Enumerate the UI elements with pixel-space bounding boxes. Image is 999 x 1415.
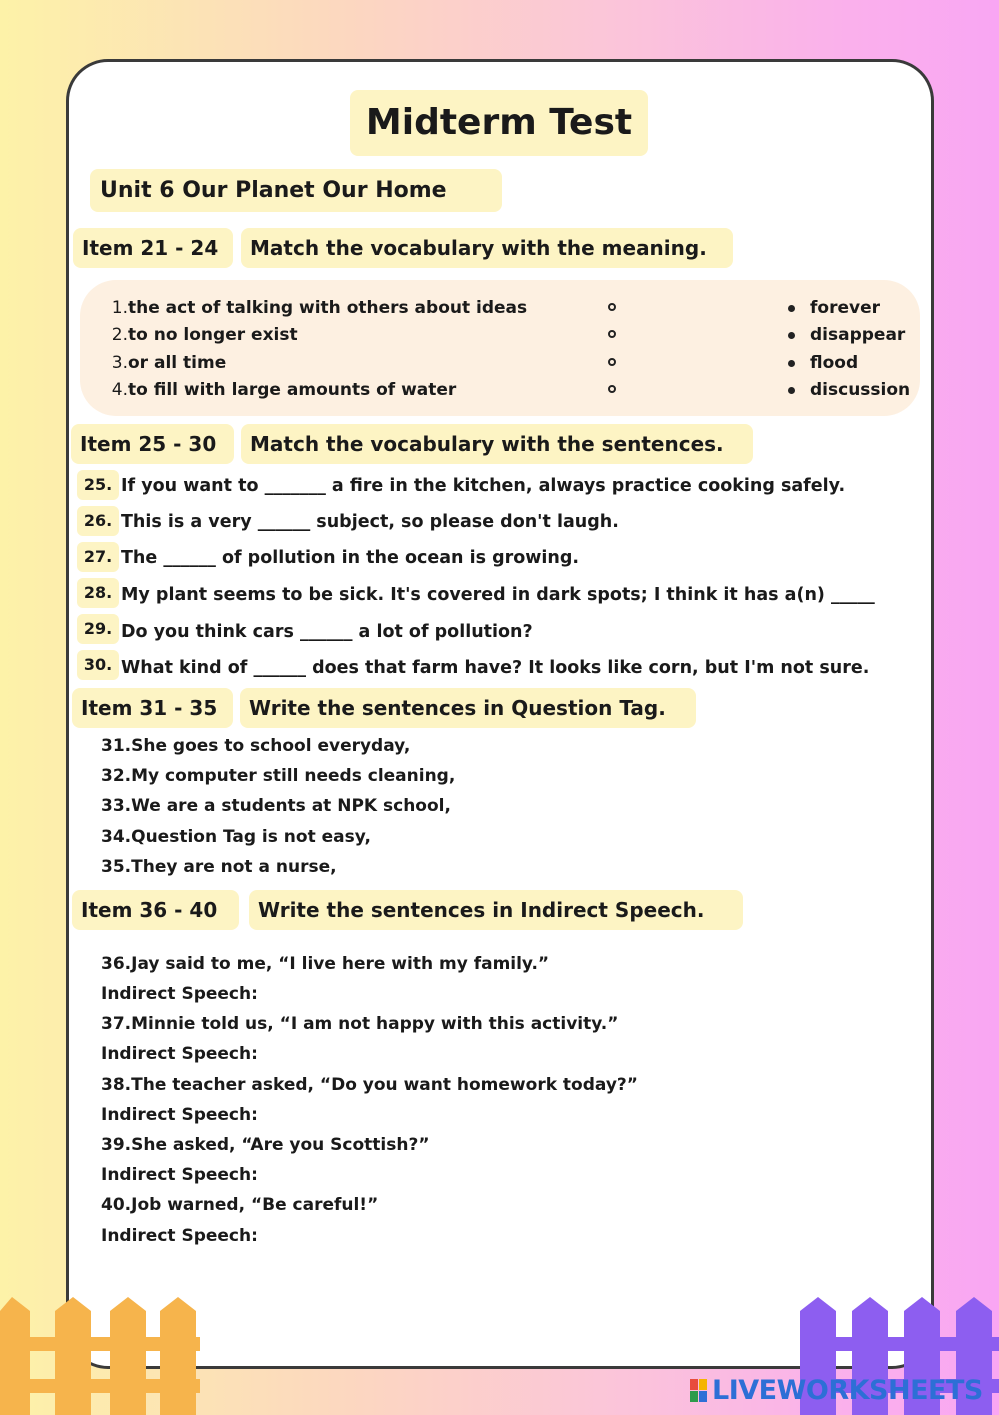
meaning-number: 1.	[111, 298, 128, 318]
question-number: 29.	[77, 614, 119, 644]
section1-instruction: Match the vocabulary with the meaning.	[241, 228, 733, 268]
question-number: 28.	[77, 578, 119, 608]
meaning-number: 4.	[111, 380, 128, 400]
section4-instruction: Write the sentences in Indirect Speech.	[249, 890, 743, 930]
liveworksheets-brand-text: LIVEWORKSHEETS	[712, 1375, 983, 1406]
question-tag-item: 33.We are a students at NPK school,	[101, 796, 451, 816]
match-start-point[interactable]	[608, 303, 616, 311]
unit-title: Unit 6 Our Planet Our Home	[90, 169, 502, 212]
vocab-word: flood	[810, 353, 859, 373]
meaning-text: the act of talking with others about ideas	[128, 298, 528, 318]
vocab-word: disappear	[810, 325, 906, 345]
question-text: What kind of ______ does that farm have? It looks like corn, but I'm not sure.	[121, 658, 870, 678]
liveworksheets-logo	[690, 1374, 990, 1408]
match-end-point[interactable]	[788, 305, 795, 312]
indirect-speech-item: 38.The teacher asked, “Do you want homework today?”	[101, 1075, 638, 1095]
question-text: This is a very ______ subject, so please don't laugh.	[121, 512, 619, 532]
match-row	[80, 321, 920, 349]
vocab-word: forever	[810, 298, 880, 318]
question-text: My plant seems to be sick. It's covered in dark spots; I think it has a(n) _____	[121, 585, 875, 605]
meaning-number: 3.	[111, 353, 128, 373]
match-start-point[interactable]	[608, 358, 616, 366]
question-number: 25.	[77, 470, 119, 500]
section3-item-label: Item 31 - 35	[72, 688, 233, 728]
indirect-speech-label: Indirect Speech:	[101, 1165, 258, 1185]
section4-item-label: Item 36 - 40	[72, 890, 239, 930]
question-number: 27.	[77, 542, 119, 572]
match-row	[80, 294, 920, 322]
liveworksheets-logo-icon	[690, 1379, 708, 1403]
indirect-speech-label: Indirect Speech:	[101, 984, 258, 1004]
meaning-text: to fill with large amounts of water	[128, 380, 457, 400]
indirect-speech-label: Indirect Speech:	[101, 1044, 258, 1064]
indirect-speech-item: 39.She asked, “Are you Scottish?”	[101, 1135, 430, 1155]
match-start-point[interactable]	[608, 330, 616, 338]
question-number: 26.	[77, 506, 119, 536]
question-tag-item: 32.My computer still needs cleaning,	[101, 766, 456, 786]
indirect-speech-item: 37.Minnie told us, “I am not happy with this activity.”	[101, 1014, 619, 1034]
meaning-text: or all time	[128, 353, 227, 373]
question-tag-item: 35.They are not a nurse,	[101, 857, 337, 877]
match-end-point[interactable]	[788, 387, 795, 394]
meaning-text: to no longer exist	[128, 325, 298, 345]
question-tag-item: 31.She goes to school everyday,	[101, 736, 411, 756]
match-row	[80, 376, 920, 404]
indirect-speech-item: 40.Job warned, “Be careful!”	[101, 1195, 379, 1215]
section2-item-label: Item 25 - 30	[71, 424, 234, 464]
section1-item-label: Item 21 - 24	[73, 228, 233, 268]
page-title: Midterm Test	[350, 90, 648, 156]
left-fence-decoration	[0, 1297, 200, 1415]
question-text: The ______ of pollution in the ocean is growing.	[121, 548, 580, 568]
match-end-point[interactable]	[788, 360, 795, 367]
matching-box	[80, 280, 920, 416]
section2-instruction: Match the vocabulary with the sentences.	[241, 424, 753, 464]
match-start-point[interactable]	[608, 385, 616, 393]
indirect-speech-item: 36.Jay said to me, “I live here with my family.”	[101, 954, 550, 974]
indirect-speech-label: Indirect Speech:	[101, 1226, 258, 1246]
section3-instruction: Write the sentences in Question Tag.	[240, 688, 696, 728]
question-text: If you want to _______ a fire in the kitchen, always practice cooking safely.	[121, 476, 846, 496]
question-number: 30.	[77, 650, 119, 680]
question-tag-item: 34.Question Tag is not easy,	[101, 827, 371, 847]
match-end-point[interactable]	[788, 332, 795, 339]
match-row	[80, 349, 920, 377]
question-text: Do you think cars ______ a lot of pollution?	[121, 622, 533, 642]
indirect-speech-label: Indirect Speech:	[101, 1105, 258, 1125]
vocab-word: discussion	[810, 380, 911, 400]
meaning-number: 2.	[111, 325, 128, 345]
